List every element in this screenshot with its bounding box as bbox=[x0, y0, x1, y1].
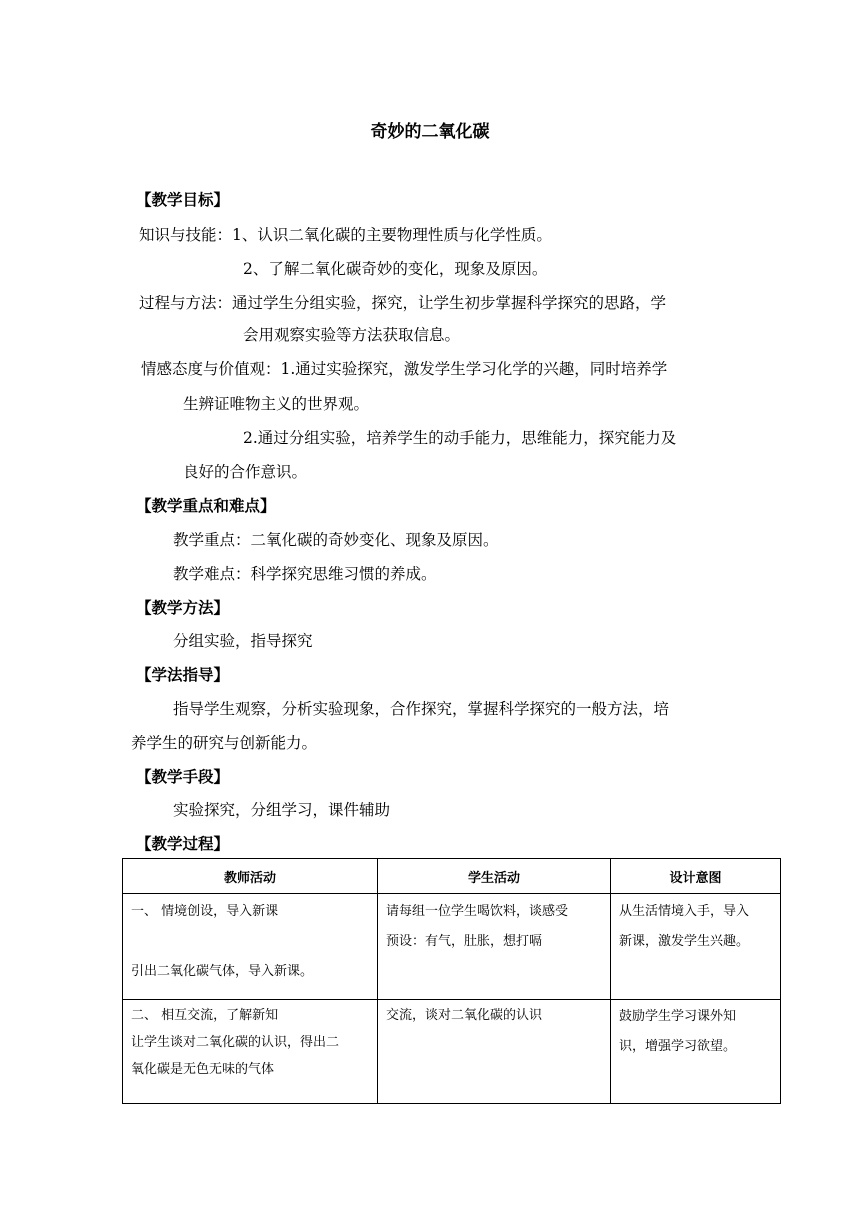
focus-text: 教学重点：二氧化碳的奇妙变化、现象及原因。 bbox=[173, 531, 499, 549]
cell-text: 氧化碳是无色无味的气体 bbox=[131, 1062, 275, 1077]
emotion-text-1a: 1.通过实验探究，激发学生学习化学的兴趣，同时培养学 bbox=[280, 360, 668, 378]
study-guide-heading: 【学法指导】 bbox=[136, 666, 230, 684]
table-header-row bbox=[123, 859, 781, 894]
emotion-text-2b: 良好的合作意识。 bbox=[183, 463, 308, 481]
table-row bbox=[123, 1000, 781, 1104]
knowledge-label: 知识与技能： bbox=[139, 226, 233, 244]
cell-text: 二、 相互交流，了解新知 bbox=[131, 1008, 279, 1023]
cell-text: 请每组一位学生喝饮料，谈感受 bbox=[386, 904, 569, 919]
means-heading: 【教学手段】 bbox=[136, 768, 230, 786]
emotion-text-1b: 生辨证唯物主义的世界观。 bbox=[183, 395, 370, 413]
study-guide-text-2: 养学生的研究与创新能力。 bbox=[131, 734, 318, 752]
cell-text: 识，增强学习欲望。 bbox=[619, 1039, 737, 1054]
table-row bbox=[123, 894, 781, 1000]
cell-text: 从生活情境入手，导入 bbox=[619, 904, 750, 919]
teacher-cell bbox=[123, 1000, 378, 1104]
cell-text: 让学生谈对二氧化碳的认识，得出二 bbox=[131, 1035, 340, 1050]
page-title: 奇妙的二氧化碳 bbox=[370, 122, 490, 142]
means-text: 实验探究，分组学习，课件辅助 bbox=[173, 801, 391, 819]
teacher-cell bbox=[123, 894, 378, 1000]
knowledge-line-1 bbox=[139, 225, 552, 245]
emotion-text-2a: 2.通过分组实验，培养学生的动手能力，思维能力，探究能力及 bbox=[243, 429, 677, 447]
study-guide-text-1: 指导学生观察，分析实验现象，合作探究，掌握科学探究的一般方法，培 bbox=[173, 700, 670, 718]
method-heading: 【教学方法】 bbox=[136, 599, 230, 617]
key-points-heading: 【教学重点和难点】 bbox=[136, 497, 276, 515]
intent-cell bbox=[611, 1000, 781, 1104]
method-text: 分组实验，指导探究 bbox=[173, 632, 313, 650]
cell-text: 交流，谈对二氧化碳的认识 bbox=[386, 1008, 543, 1023]
knowledge-item-1: 1、认识二氧化碳的主要物理性质与化学性质。 bbox=[232, 226, 552, 244]
intent-cell bbox=[611, 894, 781, 1000]
cell-text: 一、 情境创设，导入新课 bbox=[131, 904, 279, 919]
process-text-2: 会用观察实验等方法获取信息。 bbox=[243, 326, 461, 344]
difficulty-text: 教学难点：科学探究思维习惯的养成。 bbox=[173, 565, 437, 583]
knowledge-item-2: 2、了解二氧化碳奇妙的变化，现象及原因。 bbox=[243, 260, 548, 278]
process-heading: 【教学过程】 bbox=[136, 835, 230, 853]
process-text-1: 通过学生分组实验，探究，让学生初步掌握科学探究的思路，学 bbox=[232, 294, 667, 312]
process-line-1 bbox=[139, 293, 730, 313]
cell-text: 新课，激发学生兴趣。 bbox=[619, 934, 750, 949]
cell-text: 预设：有气，肚胀，想打嗝 bbox=[386, 934, 543, 949]
process-label: 过程与方法： bbox=[139, 294, 233, 312]
cell-text: 引出二氧化碳气体，导入新课。 bbox=[131, 964, 314, 979]
header-teacher-activity: 教师活动 bbox=[123, 859, 378, 894]
header-design-intent: 设计意图 bbox=[611, 859, 781, 894]
objectives-heading: 【教学目标】 bbox=[136, 191, 230, 209]
emotion-label: 情感态度与价值观： bbox=[141, 360, 281, 378]
cell-text bbox=[131, 927, 369, 957]
student-cell bbox=[378, 1000, 611, 1104]
header-student-activity: 学生活动 bbox=[378, 859, 611, 894]
emotion-line-1 bbox=[141, 359, 667, 379]
student-cell bbox=[378, 894, 611, 1000]
cell-text: 鼓励学生学习课外知 bbox=[619, 1009, 737, 1024]
teaching-process-table bbox=[122, 858, 781, 1104]
